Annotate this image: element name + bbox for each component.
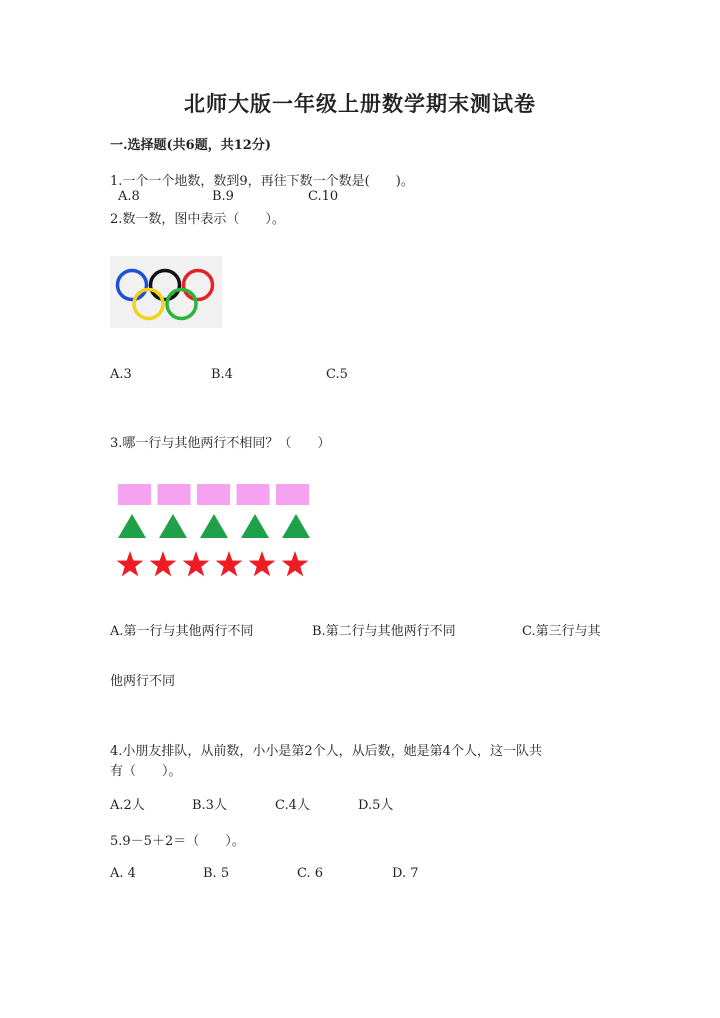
- question-3-option-c-continued: 他两行不同: [110, 674, 176, 689]
- square-shape: [237, 484, 270, 505]
- triangle-shape: [200, 514, 228, 538]
- section-heading: 一.选择题(共6题，共12分): [110, 138, 271, 153]
- olympic-rings-svg: [110, 256, 222, 328]
- star-shape: [183, 551, 210, 576]
- question-5-stem: 5.9－5＋2＝（ ）。: [110, 834, 245, 849]
- question-4-option-c[interactable]: C.4人: [275, 798, 310, 813]
- question-4-option-b[interactable]: B.3人: [192, 798, 227, 813]
- shape-rows-figure: [110, 478, 320, 587]
- shape-rows-svg: [110, 478, 320, 583]
- square-shape: [276, 484, 309, 505]
- question-5-option-a[interactable]: A. 4: [110, 866, 136, 881]
- question-4-stem-line-1: 4.小朋友排队，从前数，小小是第2个人，从后数，她是第4个人，这一队共: [110, 744, 542, 759]
- question-5-option-b[interactable]: B. 5: [203, 866, 230, 881]
- question-2-option-c[interactable]: C.5: [326, 367, 348, 382]
- square-shape: [158, 484, 191, 505]
- page-title: 北师大版一年级上册数学期末测试卷: [184, 91, 536, 116]
- star-shape: [117, 551, 144, 576]
- question-2-option-a[interactable]: A.3: [110, 367, 132, 382]
- question-1-option-b[interactable]: B.9: [212, 189, 234, 204]
- square-shape: [197, 484, 230, 505]
- question-1-option-c[interactable]: C.10: [308, 189, 339, 204]
- triangle-shape: [118, 514, 146, 538]
- olympic-rings-figure: [110, 256, 222, 332]
- question-3-option-b[interactable]: B.第二行与其他两行不同: [312, 624, 456, 639]
- triangle-shape: [159, 514, 187, 538]
- question-5-option-c[interactable]: C. 6: [297, 866, 324, 881]
- square-shape: [118, 484, 151, 505]
- question-1-option-a[interactable]: A.8: [118, 189, 140, 204]
- question-3-stem: 3.哪一行与其他两行不相同？（ ）: [110, 436, 331, 451]
- star-shape: [150, 551, 177, 576]
- triangle-shape: [241, 514, 269, 538]
- question-3-option-a[interactable]: A.第一行与其他两行不同: [110, 624, 254, 639]
- star-shape: [216, 551, 243, 576]
- triangle-shape: [282, 514, 310, 538]
- question-1-stem: 1.一个一个地数，数到9，再往下数一个数是( )。: [110, 174, 414, 189]
- question-4-stem-line-2: 有（ ）。: [110, 764, 182, 779]
- question-4-option-a[interactable]: A.2人: [110, 798, 145, 813]
- star-shape: [282, 551, 309, 576]
- question-2-option-b[interactable]: B.4: [211, 367, 233, 382]
- question-3-option-c[interactable]: C.第三行与其: [522, 624, 601, 639]
- star-shape: [249, 551, 276, 576]
- question-4-option-d[interactable]: D.5人: [358, 798, 394, 813]
- question-5-option-d[interactable]: D. 7: [392, 866, 419, 881]
- question-2-stem: 2.数一数，图中表示（ ）。: [110, 212, 285, 227]
- figure-background: [110, 256, 222, 328]
